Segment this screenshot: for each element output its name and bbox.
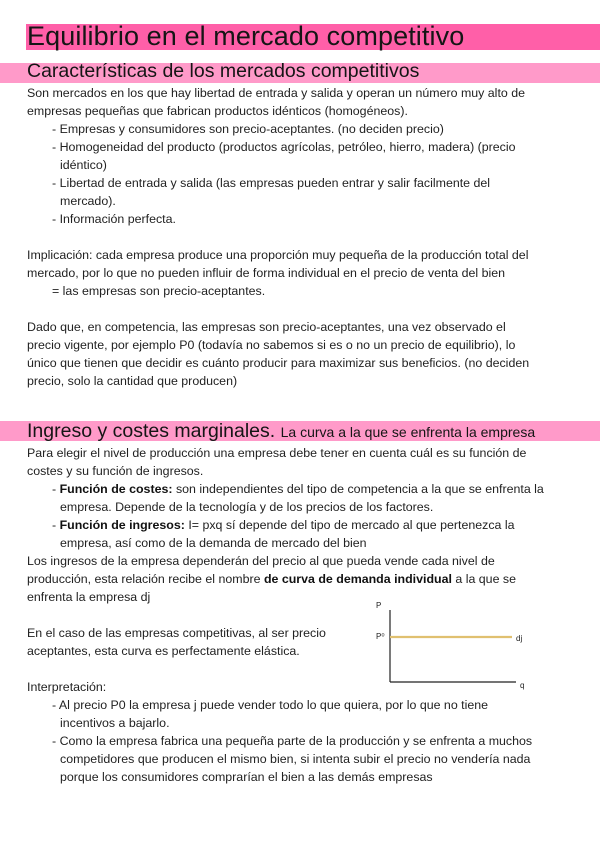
implicacion-line: = las empresas son precio-aceptantes. bbox=[52, 284, 266, 298]
implicacion-line: mercado, por lo que no pueden influir de forma individual en el precio de venta del bien bbox=[27, 266, 506, 280]
competitivas-line: En el caso de las empresas competitivas, al ser precio bbox=[27, 626, 326, 640]
section1-body bbox=[27, 84, 572, 390]
ingresos-label: Función de ingresos: bbox=[59, 518, 185, 532]
section2-title: Ingreso y costes marginales. bbox=[27, 420, 276, 442]
ingresos-line: enfrenta la empresa dj bbox=[27, 590, 151, 604]
bullet-item: - Como la empresa fabrica una pequeña parte de la producción y se enfrenta a muchos bbox=[52, 734, 533, 748]
dado-line: único que tienen que decidir es cuánto producir para maximizar sus beneficios. (no deciden bbox=[27, 356, 530, 370]
bullet-item-continued: competidores que producen el mismo bien, si intenta subir el precio no vendería nada bbox=[60, 752, 531, 766]
bullet-item: - Empresas y consumidores son precio-aceptantes. (no deciden precio) bbox=[52, 122, 444, 136]
intro-line: costes y su función de ingresos. bbox=[27, 464, 204, 478]
bullet-item-continued: idéntico) bbox=[60, 158, 107, 172]
bullet-ingresos: - Función de ingresos: I= pxq sí depende del tipo de mercado al que pertenezca la bbox=[52, 518, 515, 532]
bullet-item-continued: incentivos a bajarlo. bbox=[60, 716, 170, 730]
section2-subtitle: La curva a la que se enfrenta la empresa bbox=[280, 424, 536, 440]
competitivas-line: aceptantes, esta curva es perfectamente elástica. bbox=[27, 644, 300, 658]
bullet-item-continued: porque los consumidores comprarían el bien a las demás empresas bbox=[60, 770, 433, 784]
bullet-costes: - Función de costes: son independientes del tipo de competencia a la que se enfrenta la bbox=[52, 482, 544, 496]
ingresos-line: Los ingresos de la empresa dependerán del precio al que pueda vende cada nivel de bbox=[27, 554, 495, 568]
implicacion-line: Implicación: cada empresa produce una proporción muy pequeña de la producción total del bbox=[27, 248, 529, 262]
x-axis-label: q bbox=[520, 681, 525, 690]
page-title: Equilibrio en el mercado competitivo bbox=[27, 21, 465, 51]
costes-label: Función de costes: bbox=[59, 482, 173, 496]
y-axis-label: P bbox=[376, 601, 382, 610]
bullet-item: - Al precio P0 la empresa j puede vender todo lo que quiera, por lo que no tiene bbox=[52, 698, 489, 712]
price-label: P⁰ bbox=[376, 632, 385, 641]
bullet-item-continued: empresa, así como de la demanda de mercado del bien bbox=[60, 536, 367, 550]
ingresos-line bbox=[27, 570, 572, 588]
intro-line: empresas pequeñas que fabrican productos idénticos (homogéneos). bbox=[27, 104, 408, 118]
dado-line: Dado que, en competencia, las empresas son precio-aceptantes, una vez observado el bbox=[27, 320, 506, 334]
bullet-item: - Libertad de entrada y salida (las empresas pueden entrar y salir facilmente del bbox=[52, 176, 491, 190]
intro-line: Son mercados en los que hay libertad de entrada y salida y operan un número muy alto de bbox=[27, 86, 525, 100]
interpretacion-label: Interpretación: bbox=[27, 680, 107, 694]
bullet-item-continued: mercado). bbox=[60, 194, 116, 208]
bullet-item: - Información perfecta. bbox=[52, 212, 176, 226]
ingresos-text: a la que se bbox=[451, 572, 516, 586]
intro-line: Para elegir el nivel de producción una empresa debe tener en cuenta cuál es su función de bbox=[27, 446, 527, 460]
ingresos-text: I= pxq sí depende del tipo de mercado al que pertenezca la bbox=[184, 518, 515, 532]
dado-line: precio vigente, por ejemplo P0 (todavía no sabemos si es o no un precio de equilibrio), lo bbox=[27, 338, 516, 352]
dado-line: precio, solo la cantidad que producen) bbox=[27, 374, 238, 388]
demand-curve-chart bbox=[368, 598, 536, 690]
series-label: dj bbox=[516, 634, 523, 643]
costes-text: son independientes del tipo de competencia a la que se enfrenta la bbox=[172, 482, 544, 496]
bullet-item: - Homogeneidad del producto (productos agrícolas, petróleo, hierro, madera) (precio bbox=[52, 140, 516, 154]
section2-heading bbox=[27, 419, 535, 444]
ingresos-text: producción, esta relación recibe el nombre bbox=[27, 572, 264, 586]
demanda-individual-term: de curva de demanda individual bbox=[263, 572, 452, 586]
bullet-item-continued: empresa. Depende de la tecnología y de los precios de los factores. bbox=[60, 500, 434, 514]
section1-heading: Características de los mercados competitivos bbox=[27, 60, 420, 82]
